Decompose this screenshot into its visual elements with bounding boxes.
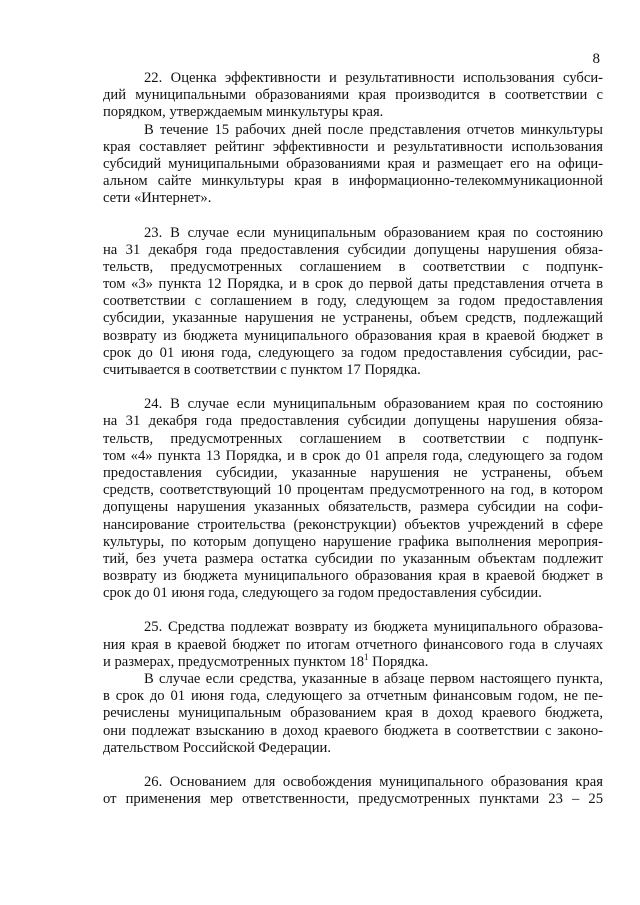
page-number: 8 (592, 51, 600, 67)
paragraph-25-return (103, 619, 603, 671)
superscript: 1 (364, 651, 369, 662)
text-line: тий, без учета размера остатка субсидии по указанным объектам подлежит (103, 550, 603, 567)
text-line: края составляет рейтинг эффективности и результативности использования (103, 138, 603, 155)
text-line: порядком, утверждаемым минкультуры края. (103, 104, 384, 121)
text-line: 22. Оценка эффективности и результативности использования субси- (144, 70, 603, 86)
text-line: речислены муниципальным образованием края в доход краевого бюджета, (103, 705, 603, 722)
text-line: срок до 01 июня года, следующего за годом предоставления субсидии, рас- (103, 344, 603, 361)
text-line: возврату из бюджета муниципального образования края в краевой бюджет в (103, 568, 603, 585)
text-line: субсидий муниципальными образованиями края и размещает его на офици- (103, 155, 603, 172)
text-line: тельств, предусмотренных соглашением в соответствии с подпунк- (103, 258, 603, 275)
paragraph-24 (103, 396, 603, 602)
text-segment: и размерах, предусмотренных пунктом 18 (103, 653, 364, 670)
text-line: допущены нарушения указанных обязательств, размера субсидии на софи- (103, 499, 603, 516)
text-line: нансирование строительства (реконструкции) объектов учреждений в сфере (103, 516, 603, 533)
text-line: в срок до 01 июня года, следующего за отчетным финансовым годом, не пе- (103, 688, 603, 705)
text-line: тельств, предусмотренных соглашением в соответствии с подпунк- (103, 430, 603, 447)
text-line: В течение 15 рабочих дней после представления отчетов минкультуры (144, 121, 603, 138)
text-line: субсидии, указанные нарушения не устранены, объем средств, подлежащий (103, 310, 603, 327)
text-line: соответствии с соглашением в году, следующем за годом предоставления (103, 293, 603, 310)
text-line: возврату из бюджета муниципального образования края в краевой бюджет в (103, 327, 603, 344)
text-line-with-superscript (103, 651, 603, 671)
text-line: от применения мер ответственности, предусмотренных пунктами 23 – 25 (103, 791, 603, 808)
text-line: средств, соответствующий 10 процентам предусмотренного на год, в котором (103, 482, 603, 499)
text-line: дий муниципальными образованиями края производится в соответствии с (103, 87, 603, 104)
text-line: срок до 01 июня года, следующего за годом предоставления субсидии. (103, 585, 542, 602)
text-line: культуры, по которым допущено нарушение графика выполнения мероприя- (103, 533, 603, 550)
text-line: том «3» пункта 12 Порядка, и в срок до первой даты представления отчета в (103, 276, 603, 293)
text-line: ния края в краевой бюджет по итогам отчетного финансового года в случаях (103, 636, 603, 653)
text-line: В случае если средства, указанные в абзаце первом настоящего пункта, (144, 671, 603, 687)
paragraph-23 (103, 225, 603, 380)
text-line: альном сайте минкультуры края в информационно-телекоммуникационной (103, 173, 603, 190)
paragraph-22-rating (103, 122, 603, 208)
paragraph-26 (103, 774, 603, 808)
text-line: на 31 декабря года предоставления субсидии допущены нарушения обяза- (103, 241, 603, 258)
paragraph-22-evaluation (103, 70, 603, 122)
paragraph-25-recovery (103, 671, 603, 757)
text-line: дательством Российской Федерации. (103, 739, 332, 756)
text-segment: Порядка. (368, 653, 429, 670)
text-line: предоставления субсидии, указанные нарушения не устранены, объем (103, 464, 603, 481)
text-line: считывается в соответствии с пунктом 17 Порядка. (103, 362, 421, 378)
text-line: 25. Средства подлежат возврату из бюджета муниципального образова- (144, 619, 603, 636)
text-line: том «4» пункта 13 Порядка, и в срок до 01 апреля года, следующего за годом (103, 447, 603, 464)
text-line: 26. Основанием для освобождения муниципального образования края (144, 773, 603, 790)
document-body (103, 70, 603, 808)
text-line: сети «Интернет». (103, 190, 212, 207)
text-line: они подлежат взысканию в доход краевого бюджета в соответствии с законо- (103, 722, 603, 739)
text-line: 23. В случае если муниципальным образованием края по состоянию (144, 224, 603, 241)
text-line: на 31 декабря года предоставления субсидии допущены нарушения обяза- (103, 413, 603, 430)
text-line: 24. В случае если муниципальным образованием края по состоянию (144, 396, 603, 413)
